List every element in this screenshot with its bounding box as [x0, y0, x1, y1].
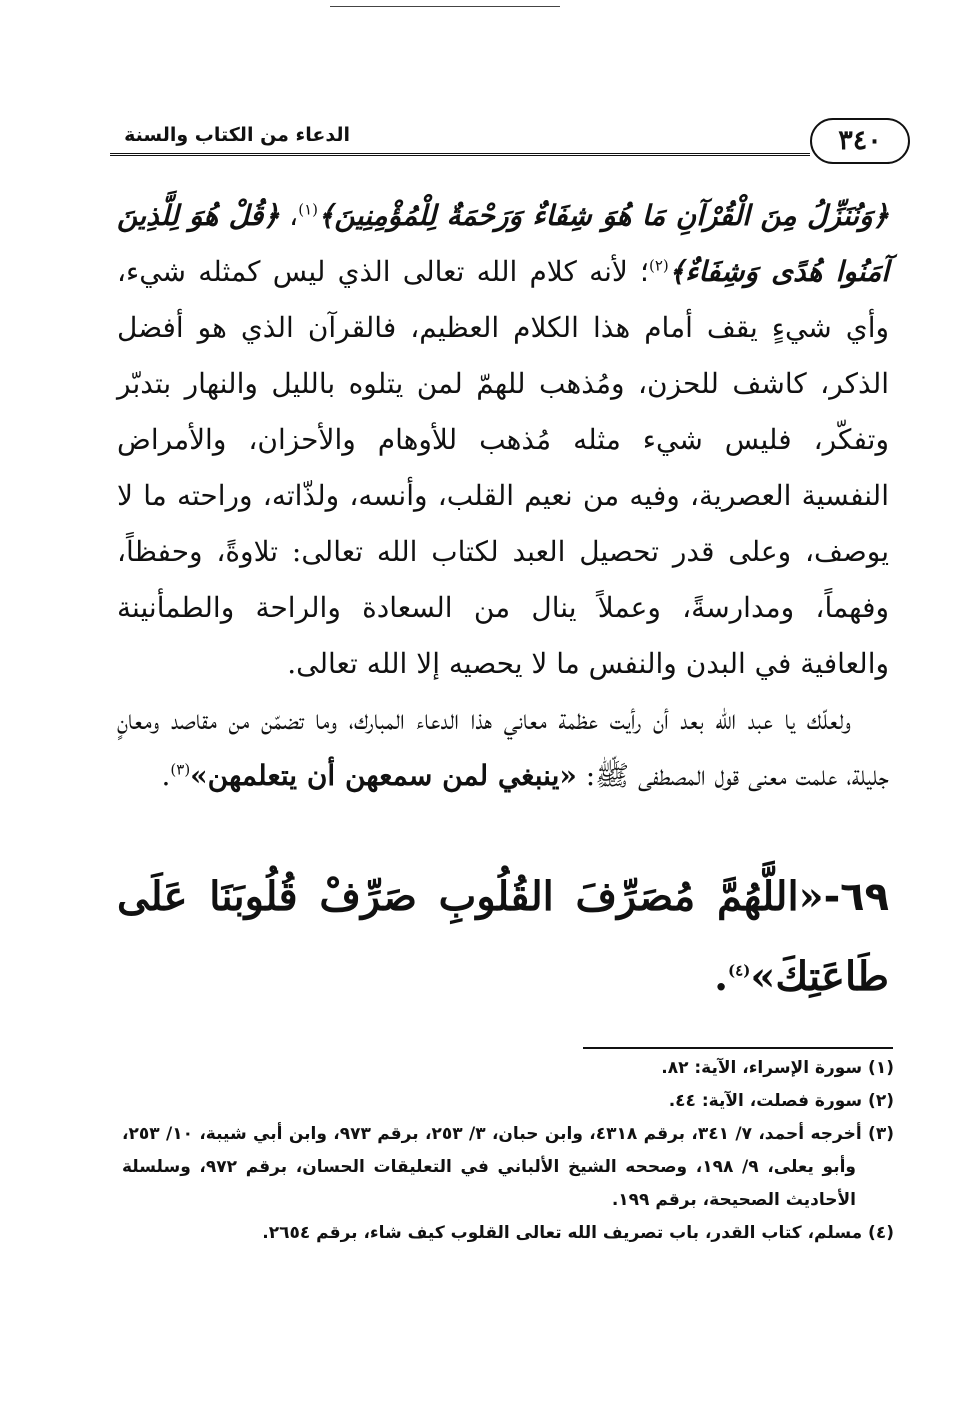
header-rule: [110, 153, 810, 156]
footnotes: [122, 1052, 894, 1250]
footnote-ref-2[interactable]: (٢): [648, 256, 669, 275]
paragraph-meanings: [117, 692, 889, 804]
paragraph-2-body: ولعلّك يا عبد الله بعد أن رأيت عظمة معاني هذا الدعاء المبارك، وما تضمّن من مقاصد ومعانٍ جليلة، علمت معنى قول المصطفى ﷺ:: [117, 703, 889, 792]
running-title: الدعاء من الكتاب والسنة: [124, 124, 350, 146]
dua-end: .: [714, 953, 729, 1000]
dua-heading: [117, 857, 889, 1017]
paragraph-quran-healing: [117, 188, 889, 692]
paragraph-1-body: ؛ لأنه كلام الله تعالى الذي ليس كمثله شيء، وأي شيءٍ يقف أمام هذا الكلام العظيم، فالقرآن الذي هو أفضل الذكر، كاشف للحزن، ومُذهب للهمّ لمن يتلوه بالليل والنهار بتدبّر وتفكّر، فليس شيء مثله مُذهب للأوهام والأحزان، والأمراض النفسية العصرية، وفيه من نعيم القلب، وأنسه، ولذّاته، وراحته ما لا يوصف، وعلى قدر تحصيل العبد لكتاب الله تعالى: تلاوةً، وحفظاً، وفهماً، ومدارسةً، وعملاً ينال من السعادة والراحة والطمأنينة والعافية في البدن والنفس ما لا يحصيه إلا الله تعالى.: [117, 255, 889, 680]
footnote-ref-1[interactable]: (١): [298, 200, 318, 219]
verse-separator: ،: [279, 199, 299, 232]
quran-verse-fussilat: ﴿قُلْ هُوَ لِلَّذِينَ آمَنُوا هُدًى وَشِفَاءٌ﴾: [117, 199, 889, 288]
footnote-2: (٢) سورة فصلت، الآية: ٤٤.: [668, 1091, 894, 1111]
dua-number: ٦٩-: [823, 874, 889, 920]
hadith-quote: «ينبغي لمن سمعهن أن يتعلمهن»: [190, 759, 577, 792]
main-text: [117, 188, 889, 804]
footnote-3: (٣) أخرجه أحمد، ٧/ ٣٤١، برقم ٤٣١٨، وابن حبان، ٣/ ٢٥٣، برقم ٩٧٣، وابن أبي شيبة، ١٠/ ٢٥٣، وأبو يعلى، ٩/ ١٩٨، وصححه الشيخ الألباني في التعليقات الحسان، برقم ٩٧٢، وسلسلة الأحاديث الصحيحة، برقم ١٩٩.: [122, 1124, 894, 1210]
footnote-4: (٤) مسلم، كتاب القدر، باب تصريف الله تعالى القلوب كيف شاء، برقم ٢٦٥٤.: [262, 1223, 894, 1243]
paragraph-2-end: .: [161, 759, 171, 792]
quran-verse-isra: ﴿وَنُنَزِّلُ مِنَ الْقُرْآنِ مَا هُوَ شِفَاءٌ وَرَحْمَةٌ لِلْمُؤْمِنِينَ﴾: [318, 199, 890, 232]
footnote-1: (١) سورة الإسراء، الآية: ٨٢.: [661, 1058, 894, 1078]
dua-text: «اللَّهُمَّ مُصَرِّفَ القُلُوبِ صَرِّفْ قُلُوبَنَا عَلَى طَاعَتِكَ»: [117, 873, 889, 1000]
page-number: ٣٤٠: [810, 118, 910, 164]
footnote-separator: [583, 1047, 893, 1049]
top-rule: [330, 6, 560, 7]
footnote-ref-4[interactable]: (٤): [728, 961, 751, 980]
page-header: [110, 118, 910, 188]
footnote-ref-3[interactable]: (٣): [170, 760, 191, 779]
